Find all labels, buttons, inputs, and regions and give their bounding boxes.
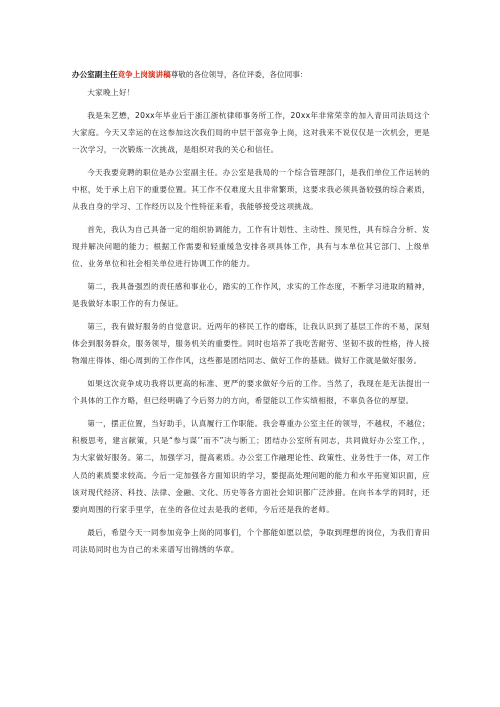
greeting-paragraph: 大家晚上好！ [87,88,135,97]
intro-paragraph: 我是朱艺懋，20xx年毕业后于浙江浙杭律师事务所工作，20xx年非常荣幸的加入青田司法局这个大家庭。今天又幸运的在这参加这次我们局的中层干部竞争上岗，这对我来不说仅仅是一次机会，更是一次学习，一次锻炼一次挑战，是组织对我的关心和信任。 [72,110,430,155]
responsibility-paragraph: 第二，我具备强烈的责任感和事业心，踏实的工作作风，求实的工作态度，不断学习进取的精神，是我做好本职工作的有力保证。 [72,282,430,309]
plan-paragraph: 如果这次竞争成功我将以更高的标准、更严的要求做好今后的工作。当然了，我现在是无法提出一个具体的工作方略，但已经明确了今后努力的方向，希望能以工作实绩相报，不辜负各位的厚望。 [72,379,430,406]
ability-paragraph: 首先，我认为自己具备一定的组织协调能力，工作有计划性、主动性、预见性，具有综合分析、发现并解决问题的能力；根据工作需要和轻重缓急安排各项具体工作，具有与本单位其它部门、上级单位、业务单位和社会相关单位进行协调工作的能力。 [72,224,430,269]
service-paragraph: 第三，我有做好服务的自觉意识。近两年的移民工作的磨练，让我认识到了基层工作的不易，深刻体会到服务群众，服务领导，服务机关的重要性。同时也培养了我吃苦耐劳、坚韧不拔的性格，待人接物端庄得体、细心周到的工作作风，这些都是团结同志、做好工作的基础。做好工作就是做好服务。 [72,321,430,366]
speech-title-line [72,68,430,81]
closing-paragraph: 最后，希望今天一同参加竞争上岗的同事们，个个都能如愿以偿，争取到理想的岗位，为我们青田司法局同时也为自己的未来谱写出锦绣的华章。 [72,527,430,554]
position-paragraph: 今天我要竞聘的职位是办公室副主任。办公室是我局的一个综合管理部门，是我们单位工作运转的中枢，处于承上启下的重要位置。其工作不仅难度大且非常繁琐，这要求我必须具备较强的综合素质，从我自身的学习、工作经历以及个性特征来看，我能够接受这项挑战。 [72,167,430,212]
salutation: 尊敬的各位领导，各位评委，各位同事： [170,70,308,79]
title-highlight: 竞争上岗演讲稿 [117,70,171,79]
document-page [72,68,430,564]
measures-paragraph: 第一，摆正位置，当好助手，认真履行工作职能。我会尊重办公室主任的领导，不越权，不越位；积极思考，建言献策，只是“参与谋’’而不”决与断工；团结办公室所有同志，共同做好办公室工作，，为大家做好服务。第二，加强学习，提高素质。办公室工作融理论性、政策性、业务性于一体，对工作人员的素质要求较高。今后一定加强各方面知识的学习，要提高处理问题的能力和水平拓宽知识面，应该对现代经济、科技、法律、金融、文化、历史等各方面社会知识都广泛涉猎。在向书本学的同时，还要向周围的行家手里学，在坐的各位过去是我的老师，今后还是我的老师。 [72,418,430,514]
title-role: 办公室副主任 [72,70,118,79]
